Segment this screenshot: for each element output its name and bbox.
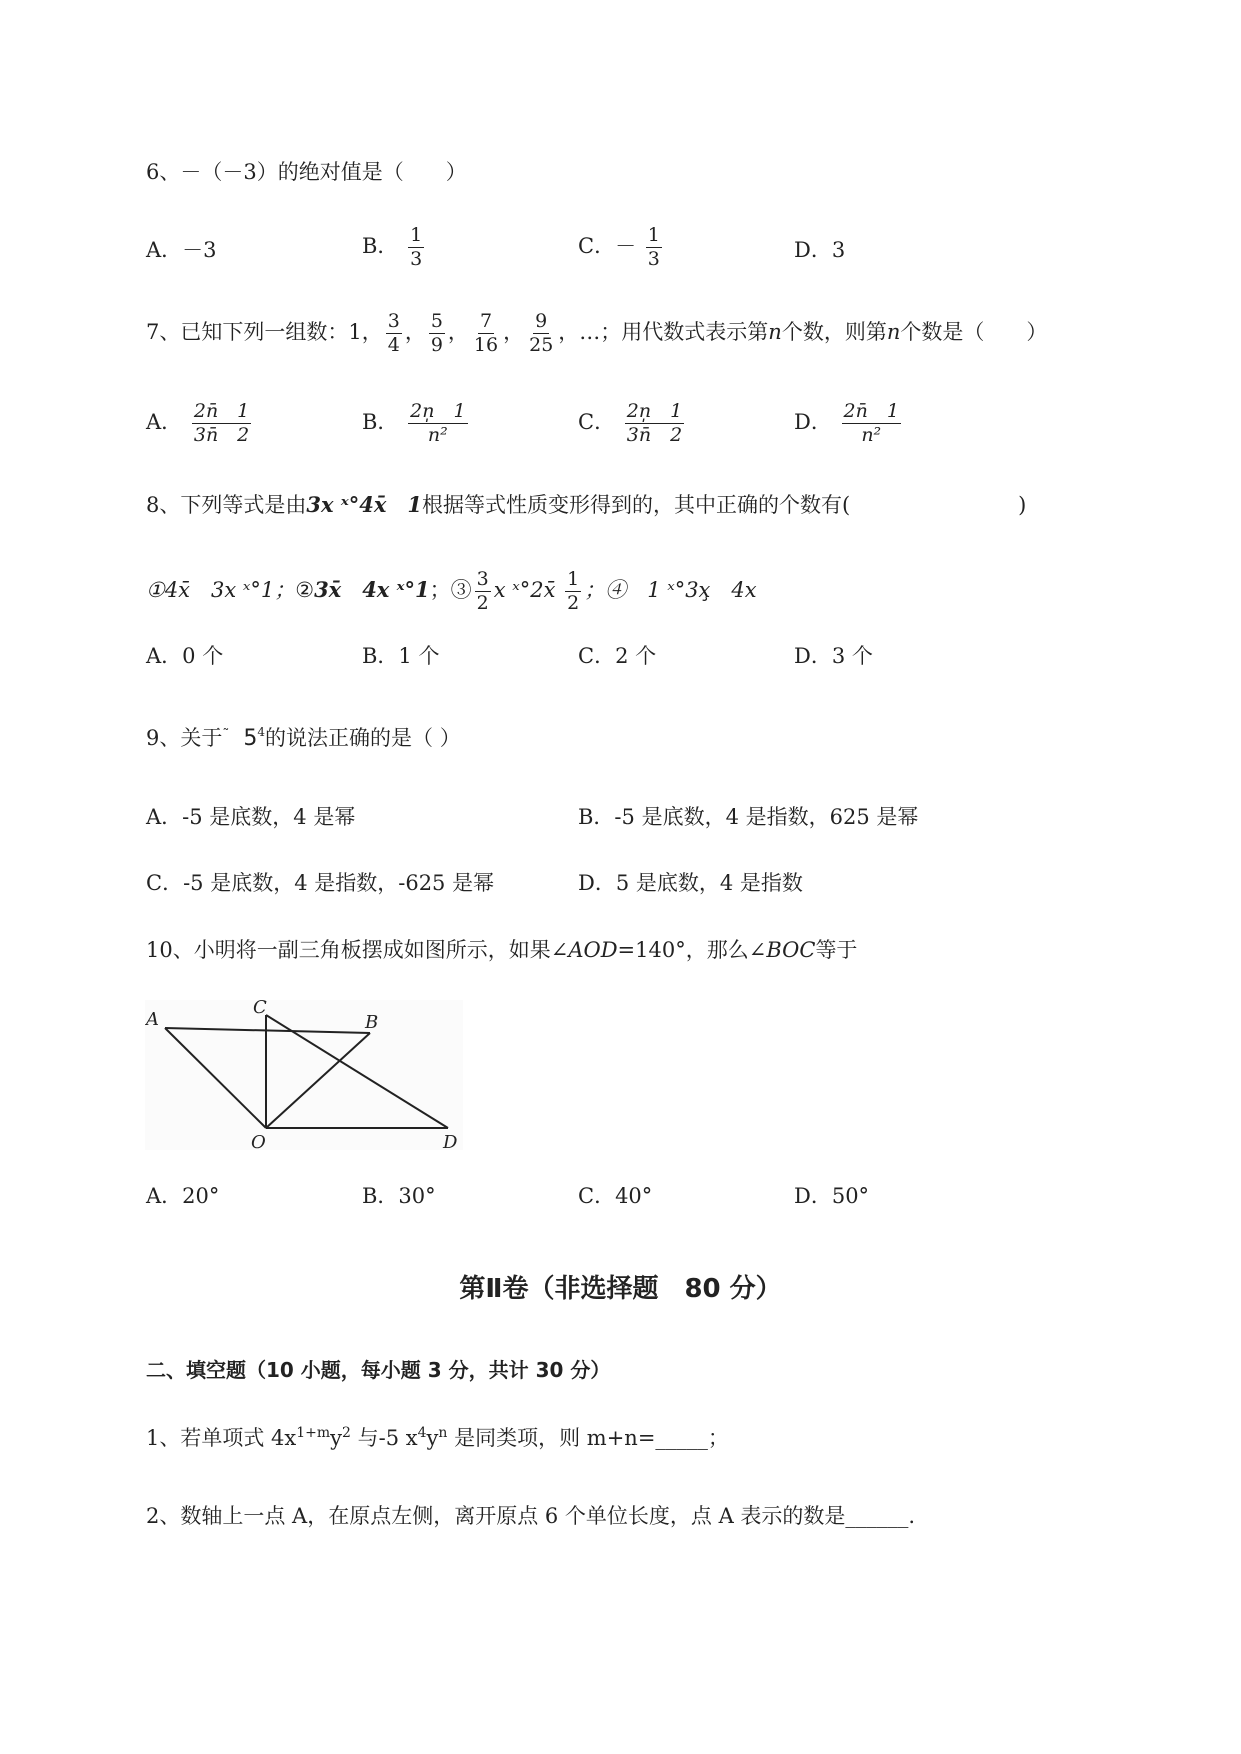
exponent: 4	[257, 725, 266, 739]
q8-stem	[146, 494, 1026, 516]
denominator: 3n̄ 2	[193, 424, 250, 446]
fraction	[646, 226, 662, 269]
option-label: C．	[578, 410, 616, 434]
fill-question-2: 2、数轴上一点 A，在原点左侧，离开原点 6 个单位长度，点 A 表示的数是______.	[146, 1504, 916, 1528]
text: 与-5 x	[350, 1426, 418, 1450]
label-c: C	[253, 1000, 267, 1018]
superscript: 4	[417, 1425, 427, 1441]
separator: ，	[404, 320, 426, 344]
item-1: ①4x̄ 3x ˣ°1；	[146, 578, 296, 602]
fill-question-1	[146, 1425, 729, 1450]
q8-items	[146, 570, 757, 613]
text: 是同类项，则 m+n=_____；	[447, 1426, 729, 1450]
q8-option-d: D．3 个	[794, 644, 873, 668]
option-label: A．	[146, 238, 183, 262]
fraction	[472, 312, 500, 355]
fraction	[386, 312, 402, 355]
marker: ②	[295, 578, 315, 602]
numerator: 2n̄ 1	[843, 400, 899, 422]
separator: ，	[503, 320, 525, 344]
q6-option-a	[146, 240, 217, 261]
q7-option-d	[794, 402, 904, 445]
q10-option-a: A．20°	[146, 1184, 220, 1208]
q7-option-a	[146, 402, 254, 445]
q7-option-b	[362, 402, 471, 445]
fraction	[842, 402, 901, 445]
section-title: 第Ⅱ卷（非选择题 80 分）	[459, 1274, 782, 1304]
text: …；用代数式表示第	[579, 320, 769, 344]
denominator: 2	[476, 592, 489, 614]
numerator: 7	[479, 310, 493, 332]
text: 10、小明将一副三角板摆成如图所示，如果∠	[146, 938, 569, 962]
q6-option-c	[578, 226, 665, 269]
denominator: 16	[473, 334, 499, 356]
fraction	[192, 402, 251, 445]
numerator: 3	[476, 568, 489, 590]
numerator: 2n̄ 1	[193, 400, 250, 422]
option-label: B．	[362, 234, 399, 258]
q9-stem	[146, 725, 461, 751]
option-label: D．	[794, 410, 832, 434]
q9-option-d: D．5 是底数，4 是指数	[578, 871, 803, 895]
q10-option-b: B．30°	[362, 1184, 436, 1208]
q8-option-b: B．1 个	[362, 644, 440, 668]
variable: n	[768, 320, 782, 344]
fill-in-heading: 二、填空题（10 小题，每小题 3 分，共计 30 分）	[146, 1358, 611, 1382]
q9-option-c: C．-5 是底数，4 是指数，-625 是幂	[146, 871, 495, 895]
denominator: 4	[387, 334, 400, 356]
separator: ，	[558, 320, 580, 344]
text: 7、已知下列一组数：1，	[146, 320, 383, 344]
text: y	[330, 1426, 343, 1450]
superscript: 2	[342, 1425, 351, 1441]
item-3: x ˣ°2x̄	[493, 578, 556, 602]
text: =140°，那么∠	[617, 938, 767, 962]
label-o: O	[251, 1132, 266, 1150]
option-label: C．	[578, 234, 616, 258]
text: 9、关于	[146, 726, 223, 750]
fraction	[625, 402, 684, 445]
fraction	[408, 402, 467, 445]
q10-stem	[146, 940, 857, 961]
fraction	[475, 570, 491, 613]
base: 5	[243, 726, 258, 751]
expression-prefix: ˜	[222, 727, 244, 743]
marker: ；③	[429, 578, 472, 602]
sign: －	[615, 234, 637, 258]
separator: ，	[447, 320, 469, 344]
numerator: 1	[567, 568, 580, 590]
formula: 3x ˣ°4x̄ 1	[306, 492, 422, 517]
numerator: 1	[410, 224, 423, 246]
text: 8、下列等式是由	[146, 493, 307, 517]
denominator: 3n̄ 2	[626, 424, 683, 446]
option-value: －3	[182, 238, 217, 262]
option-label: D．	[794, 238, 832, 262]
numerator: 2n̩ 1	[410, 400, 466, 422]
label-d: D	[443, 1132, 458, 1150]
option-label: B．	[362, 410, 399, 434]
text: 等于	[815, 938, 858, 962]
numerator: 1	[647, 224, 660, 246]
item-2: 3x̄ 4x ˣ°1	[314, 577, 430, 602]
text: y	[426, 1426, 439, 1450]
text: 的说法正确的是（ ）	[265, 726, 461, 750]
q9-option-a: A．-5 是底数，4 是幂	[146, 805, 356, 829]
item-4: ；④ 1 ˣ°3x̧ 4x	[584, 578, 757, 602]
q7-stem	[146, 312, 1047, 355]
denominator: 25	[529, 334, 554, 356]
numerator: 5	[430, 310, 443, 332]
superscript: 1+m	[296, 1425, 331, 1441]
denominator: n²	[427, 424, 448, 446]
denominator: 2	[567, 592, 580, 614]
q9-option-b: B．-5 是底数，4 是指数，625 是幂	[578, 805, 919, 829]
denominator: n²	[861, 424, 882, 446]
q10-option-c: C．40°	[578, 1184, 653, 1208]
q6-stem: 6、－（－3）的绝对值是（ ）	[146, 160, 467, 184]
angle-label: BOC	[766, 938, 816, 962]
text: 个数，则第	[781, 320, 887, 344]
fraction	[429, 312, 445, 355]
q6-option-d	[794, 240, 845, 261]
label-a: A	[146, 1009, 159, 1030]
q6-option-b	[362, 226, 427, 269]
figure-svg	[145, 1000, 463, 1150]
triangle-figure	[145, 1000, 463, 1150]
fraction	[527, 312, 555, 355]
q10-option-d: D．50°	[794, 1184, 870, 1208]
text: 根据等式性质变形得到的，其中正确的个数有( )	[421, 493, 1027, 517]
fraction	[565, 570, 581, 613]
angle-label: AOD	[568, 938, 618, 962]
numerator: 3	[387, 310, 400, 332]
denominator: 3	[410, 248, 423, 270]
label-b: B	[365, 1012, 379, 1033]
numerator: 9	[535, 310, 548, 332]
q8-option-c: C．2 个	[578, 644, 657, 668]
denominator: 9	[430, 334, 443, 356]
line-ao	[165, 1028, 266, 1128]
option-value: 3	[831, 238, 846, 262]
text: 个数是（ ）	[900, 320, 1048, 344]
numerator: 2n̩ 1	[626, 400, 683, 422]
superscript: n	[438, 1425, 448, 1441]
fraction	[408, 226, 424, 269]
q8-option-a: A．0 个	[146, 644, 224, 668]
q7-option-c	[578, 402, 687, 445]
text: 1、若单项式 4x	[146, 1426, 297, 1450]
option-label: A．	[146, 410, 183, 434]
variable: n	[886, 320, 901, 344]
line-ab	[165, 1028, 370, 1033]
denominator: 3	[647, 248, 660, 270]
